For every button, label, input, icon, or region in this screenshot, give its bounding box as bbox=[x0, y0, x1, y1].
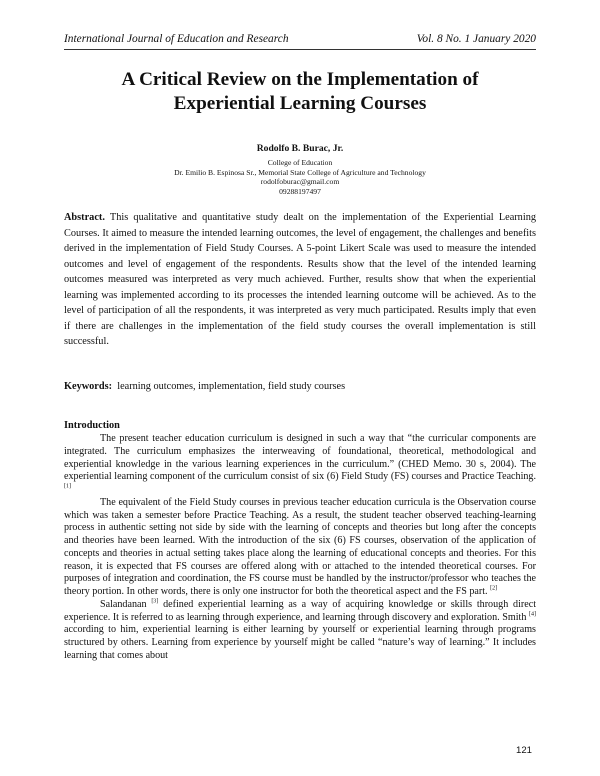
intro-p3-text-b: defined experiential learning as a way of acquiring knowledge or skills through direct experience. It is referred to as learning through experience, and learning through discovery and exploration. Smith bbox=[64, 598, 536, 623]
author-name: Rodolfo B. Burac, Jr. bbox=[256, 143, 344, 154]
intro-p3-text-a: Salandanan bbox=[100, 598, 147, 610]
abstract-label: Abstract. bbox=[64, 212, 105, 223]
citation-3: [3] bbox=[151, 598, 159, 605]
title-line-1: A Critical Review on the Implementation of bbox=[121, 69, 479, 90]
introduction-body bbox=[64, 433, 536, 663]
issue-info: Vol. 8 No. 1 January 2020 bbox=[416, 33, 536, 45]
citation-2: [2] bbox=[490, 585, 498, 592]
author-phone: 09288197497 bbox=[279, 186, 321, 196]
keywords-text: learning outcomes, implementation, field study courses bbox=[117, 381, 346, 392]
author-dept: College of Education bbox=[267, 158, 333, 167]
author-institution: Dr. Emilio B. Espinosa Sr., Memorial State College of Agriculture and Technology bbox=[174, 167, 426, 177]
author-email: rodolfoburac@gmail.com bbox=[260, 177, 340, 187]
title-line-2: Experiential Learning Courses bbox=[173, 93, 427, 114]
abstract bbox=[64, 210, 536, 350]
citation-1: [1] bbox=[64, 483, 71, 490]
page-number: 121 bbox=[515, 745, 532, 756]
introduction-heading: Introduction bbox=[64, 420, 120, 431]
intro-paragraph-1 bbox=[64, 433, 536, 497]
intro-p1-text: The present teacher education curriculum is designed in such a way that “the curricular components are integrated. The curriculum emphasizes the interweaving of foundational, theoretical, methodological and experiential knowledge in the various learning experiences in the curriculum.” (CHED Memo. 30 s, 2004). The experiential learning component of the curriculum consist of six (6) Field Study (FS) courses and Practice Teaching. bbox=[64, 433, 536, 483]
header-rule bbox=[64, 49, 536, 50]
keywords-label: Keywords: bbox=[64, 381, 113, 392]
abstract-text: This qualitative and quantitative study dealt on the implementation of the Experiential Learning Courses. It aimed to measure the intended learning outcomes, the level of engagement, the challenges and benefits derived in the implementation of Field Study Courses. A 5-point Likert Scale was used to measure the intended outcomes and level of engagement of the respondents. Results show that the level of the intended learning outcomes measured was interpreted as very much achieved. Further, results show that when the experiential learning was implemented according to its processes the intended learning outcome will be achieved. As to the level of participation of all the respondents, it was interpreted as very much participated. Results imply that even if there are challenges in the implementation of the field study courses the overall implementation is still successful. bbox=[64, 212, 536, 347]
author-affiliation bbox=[0, 158, 600, 196]
keywords bbox=[64, 380, 536, 394]
intro-p3-text-c: according to him, experiential learning is either learning by yourself or experiential learning through programs structured by others. Learning from experience by yourself might be called “nature’s way of learning.” It includes learning that comes about bbox=[64, 624, 536, 661]
intro-paragraph-3 bbox=[64, 599, 536, 663]
intro-paragraph-2 bbox=[64, 497, 536, 599]
journal-name: International Journal of Education and Research bbox=[64, 33, 289, 45]
paper-title bbox=[40, 68, 560, 116]
intro-p2-text: The equivalent of the Field Study courses in previous teacher education curricula is the Observation course which was taken a semester before Practice Teaching. As a result, the student teacher observed teaching-learning process in authentic setting not side by side with the learning of concepts and theories but long after the concepts and theories have been learned. With the introduction of the six (6) FS courses, observation of the application of concepts and theories in actual setting takes place along the learning of educational concepts and theories. For this reason, it is expected that FS courses are offered along with or attached to the intended theoretical courses. For purposes of integration and coordination, the FS course must be handled by the instructor/professor who teaches the theory portion. In other words, there is only one instructor for both the theoretical aspect and the FS part. bbox=[64, 496, 536, 597]
citation-4: [4] bbox=[528, 611, 536, 618]
